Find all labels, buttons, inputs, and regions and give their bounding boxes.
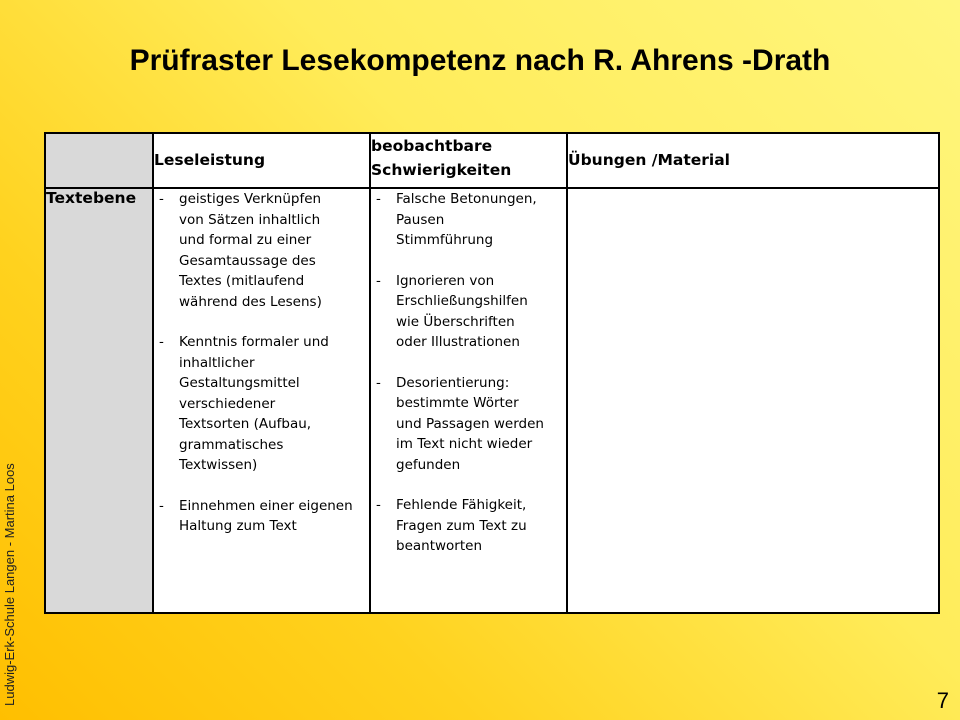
list-item-line: beantworten bbox=[396, 538, 483, 554]
table-header-row bbox=[45, 133, 939, 188]
header-schwierigkeiten bbox=[370, 133, 567, 188]
list-item-line: Textes (mitlaufend bbox=[179, 273, 305, 289]
list-item-line: Pausen bbox=[396, 211, 445, 228]
list-item bbox=[371, 271, 566, 353]
leseleistung-list bbox=[154, 189, 369, 537]
list-item-line: bestimmte Wörter bbox=[396, 395, 519, 411]
header-material: Übungen /Material bbox=[567, 133, 939, 188]
list-item-line: während des Lesens) bbox=[179, 293, 322, 310]
list-item-line: verschiedener bbox=[179, 395, 276, 412]
list-item-line: - Ignorieren von bbox=[396, 272, 495, 289]
list-item-line: - Fehlende Fähigkeit, bbox=[396, 497, 527, 513]
header-leseleistung: Leseleistung bbox=[153, 133, 370, 188]
list-item-line: Textsorten (Aufbau, bbox=[179, 416, 312, 432]
material-cell bbox=[567, 188, 939, 613]
schwierigkeiten-cell bbox=[370, 188, 567, 613]
list-item-line: - Falsche Betonungen, bbox=[396, 191, 537, 207]
list-item-line: Stimmführung bbox=[396, 232, 494, 248]
slide-title: Prüfraster Lesekompetenz nach R. Ahrens -Drath bbox=[129, 44, 831, 77]
list-item bbox=[371, 189, 566, 251]
list-item-line: oder Illustrationen bbox=[396, 334, 520, 350]
list-item bbox=[154, 189, 369, 312]
list-item bbox=[371, 373, 566, 476]
list-item-line: inhaltlicher bbox=[179, 354, 255, 371]
list-item bbox=[371, 495, 566, 557]
header-schwierigkeiten-line2: Schwierigkeiten bbox=[371, 161, 512, 179]
side-credit: Ludwig-Erk-Schule Langen - Martina Loos bbox=[2, 463, 17, 706]
list-item-line: Erschließungshilfen bbox=[396, 293, 528, 309]
list-item-line: grammatisches bbox=[179, 436, 284, 453]
list-item-line: und formal zu einer bbox=[179, 232, 312, 248]
page-number: 7 bbox=[936, 688, 949, 713]
category-cell-textebene: Textebene bbox=[45, 188, 153, 613]
list-item-line: Textwissen) bbox=[179, 457, 258, 473]
list-item-line: Fragen zum Text zu bbox=[396, 517, 527, 534]
list-item bbox=[154, 332, 369, 476]
assessment-grid-table bbox=[44, 132, 940, 614]
list-item-line: Gestaltungsmittel bbox=[179, 375, 300, 391]
list-item bbox=[154, 496, 369, 537]
list-item-line: - Einnehmen einer eigenen bbox=[179, 497, 353, 514]
list-item-line: wie Überschriften bbox=[396, 313, 515, 330]
list-item-line: Gesamtaussage des bbox=[179, 252, 316, 269]
list-item-line: Haltung zum Text bbox=[179, 518, 297, 534]
list-item-line: gefunden bbox=[396, 456, 461, 473]
list-item-line: und Passagen werden bbox=[396, 415, 544, 432]
header-schwierigkeiten-line1: beobachtbare bbox=[371, 137, 493, 155]
list-item-line: im Text nicht wieder bbox=[396, 436, 533, 452]
table-row-textebene bbox=[45, 188, 939, 613]
list-item-line: - geistiges Verknüpfen bbox=[179, 191, 322, 207]
header-corner-cell bbox=[45, 133, 153, 188]
leseleistung-cell bbox=[153, 188, 370, 613]
list-item-line: von Sätzen inhaltlich bbox=[179, 211, 321, 228]
list-item-line: - Desorientierung: bbox=[396, 374, 510, 391]
list-item-line: - Kenntnis formaler und bbox=[179, 334, 329, 350]
schwierigkeiten-list bbox=[371, 189, 566, 557]
